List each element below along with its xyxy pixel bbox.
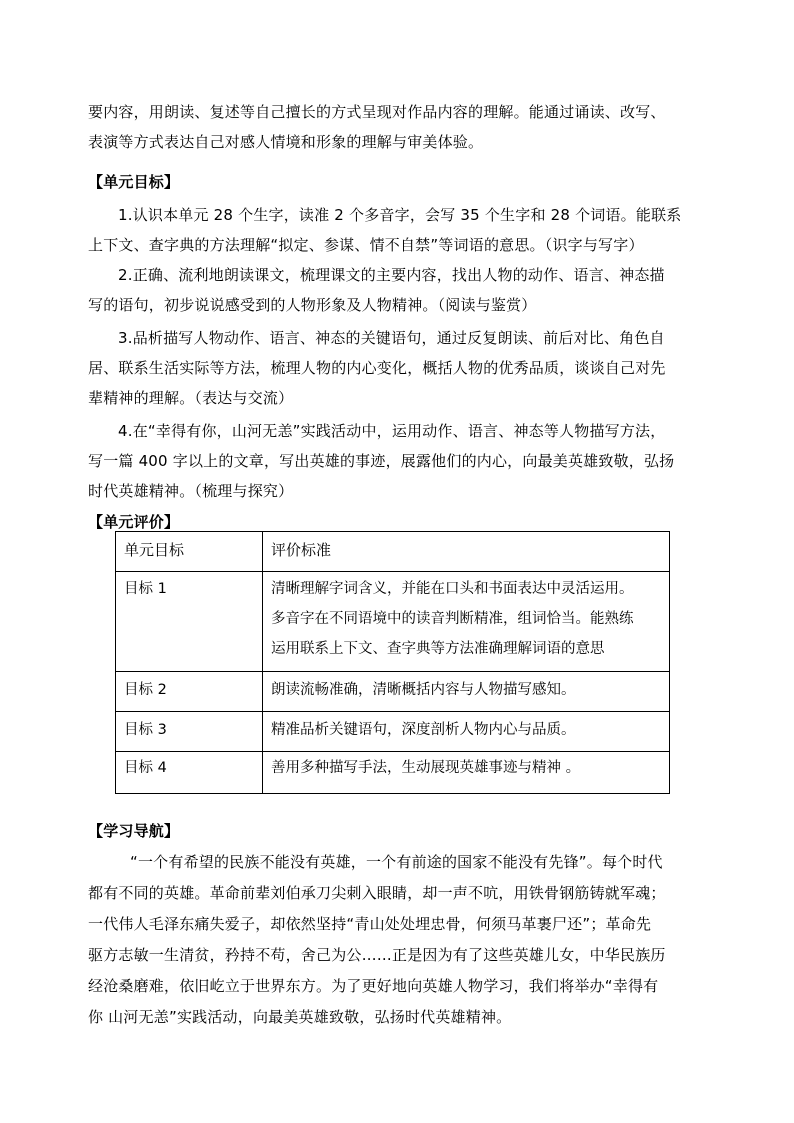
goal-4-line-1: 4.在“幸得有你，山河无恙”实践活动中，运用动作、语言、神态等人物描写方法， [118, 422, 666, 440]
guide-line-3: 一代伟人毛泽东痛失爱子，却依然坚持“青山处处埋忠骨，何须马革裹尸还”；革命先 [88, 915, 652, 933]
criteria-cell [263, 712, 670, 752]
goal-4-line-3: 时代英雄精神。（梳理与探究） [88, 482, 294, 500]
table-row [116, 712, 670, 752]
criteria-line: 运用联系上下文、查字典等方法准确理解词语的意思 [271, 641, 605, 657]
guide-line-5: 经沧桑磨难，依旧屹立于世界东方。为了更好地向英雄人物学习，我们将举办“幸得有 [88, 977, 659, 995]
table-row [116, 672, 670, 712]
table-row [116, 572, 670, 672]
goal-label: 目标 3 [124, 722, 167, 738]
goal-1-line-2: 上下文、查字典的方法理解“拟定、参谋、情不自禁”等词语的意思。（识字与写字） [88, 236, 644, 254]
goal-3-line-3: 辈精神的理解。（表达与交流） [88, 389, 294, 407]
criteria-cell [263, 752, 670, 794]
guide-line-2: 都有不同的英雄。革命前辈刘伯承刀尖刺入眼睛，却一声不吭，用铁骨钢筋铸就军魂； [88, 884, 666, 902]
evaluation-table [115, 531, 670, 794]
goal-label: 目标 1 [124, 581, 167, 597]
criteria-line: 善用多种描写手法，生动展现英雄事迹与精神 。 [271, 760, 581, 776]
goal-2-line-2: 写的语句，初步说说感受到的人物形象及人物精神。（阅读与鉴赏） [88, 296, 537, 314]
goal-2-line-1: 2.正确、流利地朗读课文，梳理课文的主要内容，找出人物的动作、语言、神态描 [118, 266, 665, 284]
guide-line-6: 你 山河无恙”实践活动，向最美英雄致敬，弘扬时代英雄精神。 [88, 1008, 512, 1026]
goal-1-line-1: 1.认识本单元 28 个生字，读准 2 个多音字，会写 35 个生字和 28 个词语。能联系 [118, 206, 682, 224]
table-row [116, 752, 670, 794]
table-header-row [116, 532, 670, 572]
header-criteria-label: 评价标准 [271, 541, 332, 559]
intro-line-2: 表演等方式表达自己对感人情境和形象的理解与审美体验。 [88, 133, 484, 151]
criteria-line: 清晰理解字词含义，并能在口头和书面表达中灵活运用。 [271, 581, 634, 597]
guide-line-1: “一个有希望的民族不能没有英雄，一个有前途的国家不能没有先锋”。每个时代 [130, 853, 663, 871]
guide-line-4: 驱方志敏一生清贫，矜持不苟，舍己为公……正是因为有了这些英雄儿女，中华民族历 [88, 946, 666, 964]
goal-3-line-1: 3.品析描写人物动作、语言、神态的关键语句，通过反复朗读、前后对比、角色自 [118, 329, 665, 347]
criteria-cell [263, 572, 670, 672]
goal-label: 目标 4 [124, 760, 167, 776]
goal-label: 目标 2 [124, 682, 167, 698]
header-cell-goal [116, 532, 263, 572]
goal-cell [116, 672, 263, 712]
criteria-line: 精准品析关键语句，深度剖析人物内心与品质。 [271, 722, 576, 738]
goal-4-line-2: 写一篇 400 字以上的文章，写出英雄的事迹，展露他们的内心，向最美英雄致敬，弘扬 [88, 452, 675, 470]
goal-3-line-2: 居、联系生活实际等方法，梳理人物的内心变化，概括人物的优秀品质，谈谈自己对先 [88, 359, 666, 377]
goal-cell [116, 752, 263, 794]
header-cell-criteria [263, 532, 670, 572]
guide-heading: 【学习导航】 [88, 822, 180, 840]
criteria-cell [263, 672, 670, 712]
header-goal-label: 单元目标 [124, 541, 185, 559]
criteria-line: 朗读流畅准确，清晰概括内容与人物描写感知。 [271, 682, 576, 698]
unit-goals-heading: 【单元目标】 [88, 173, 180, 191]
intro-line-1: 要内容，用朗读、复述等自己擅长的方式呈现对作品内容的理解。能通过诵读、改写、 [88, 103, 666, 121]
criteria-line: 多音字在不同语境中的读音判断精准，组词恰当。能熟练 [271, 611, 634, 627]
evaluation-heading: 【单元评价】 [88, 513, 180, 531]
goal-cell [116, 712, 263, 752]
goal-cell [116, 572, 263, 672]
